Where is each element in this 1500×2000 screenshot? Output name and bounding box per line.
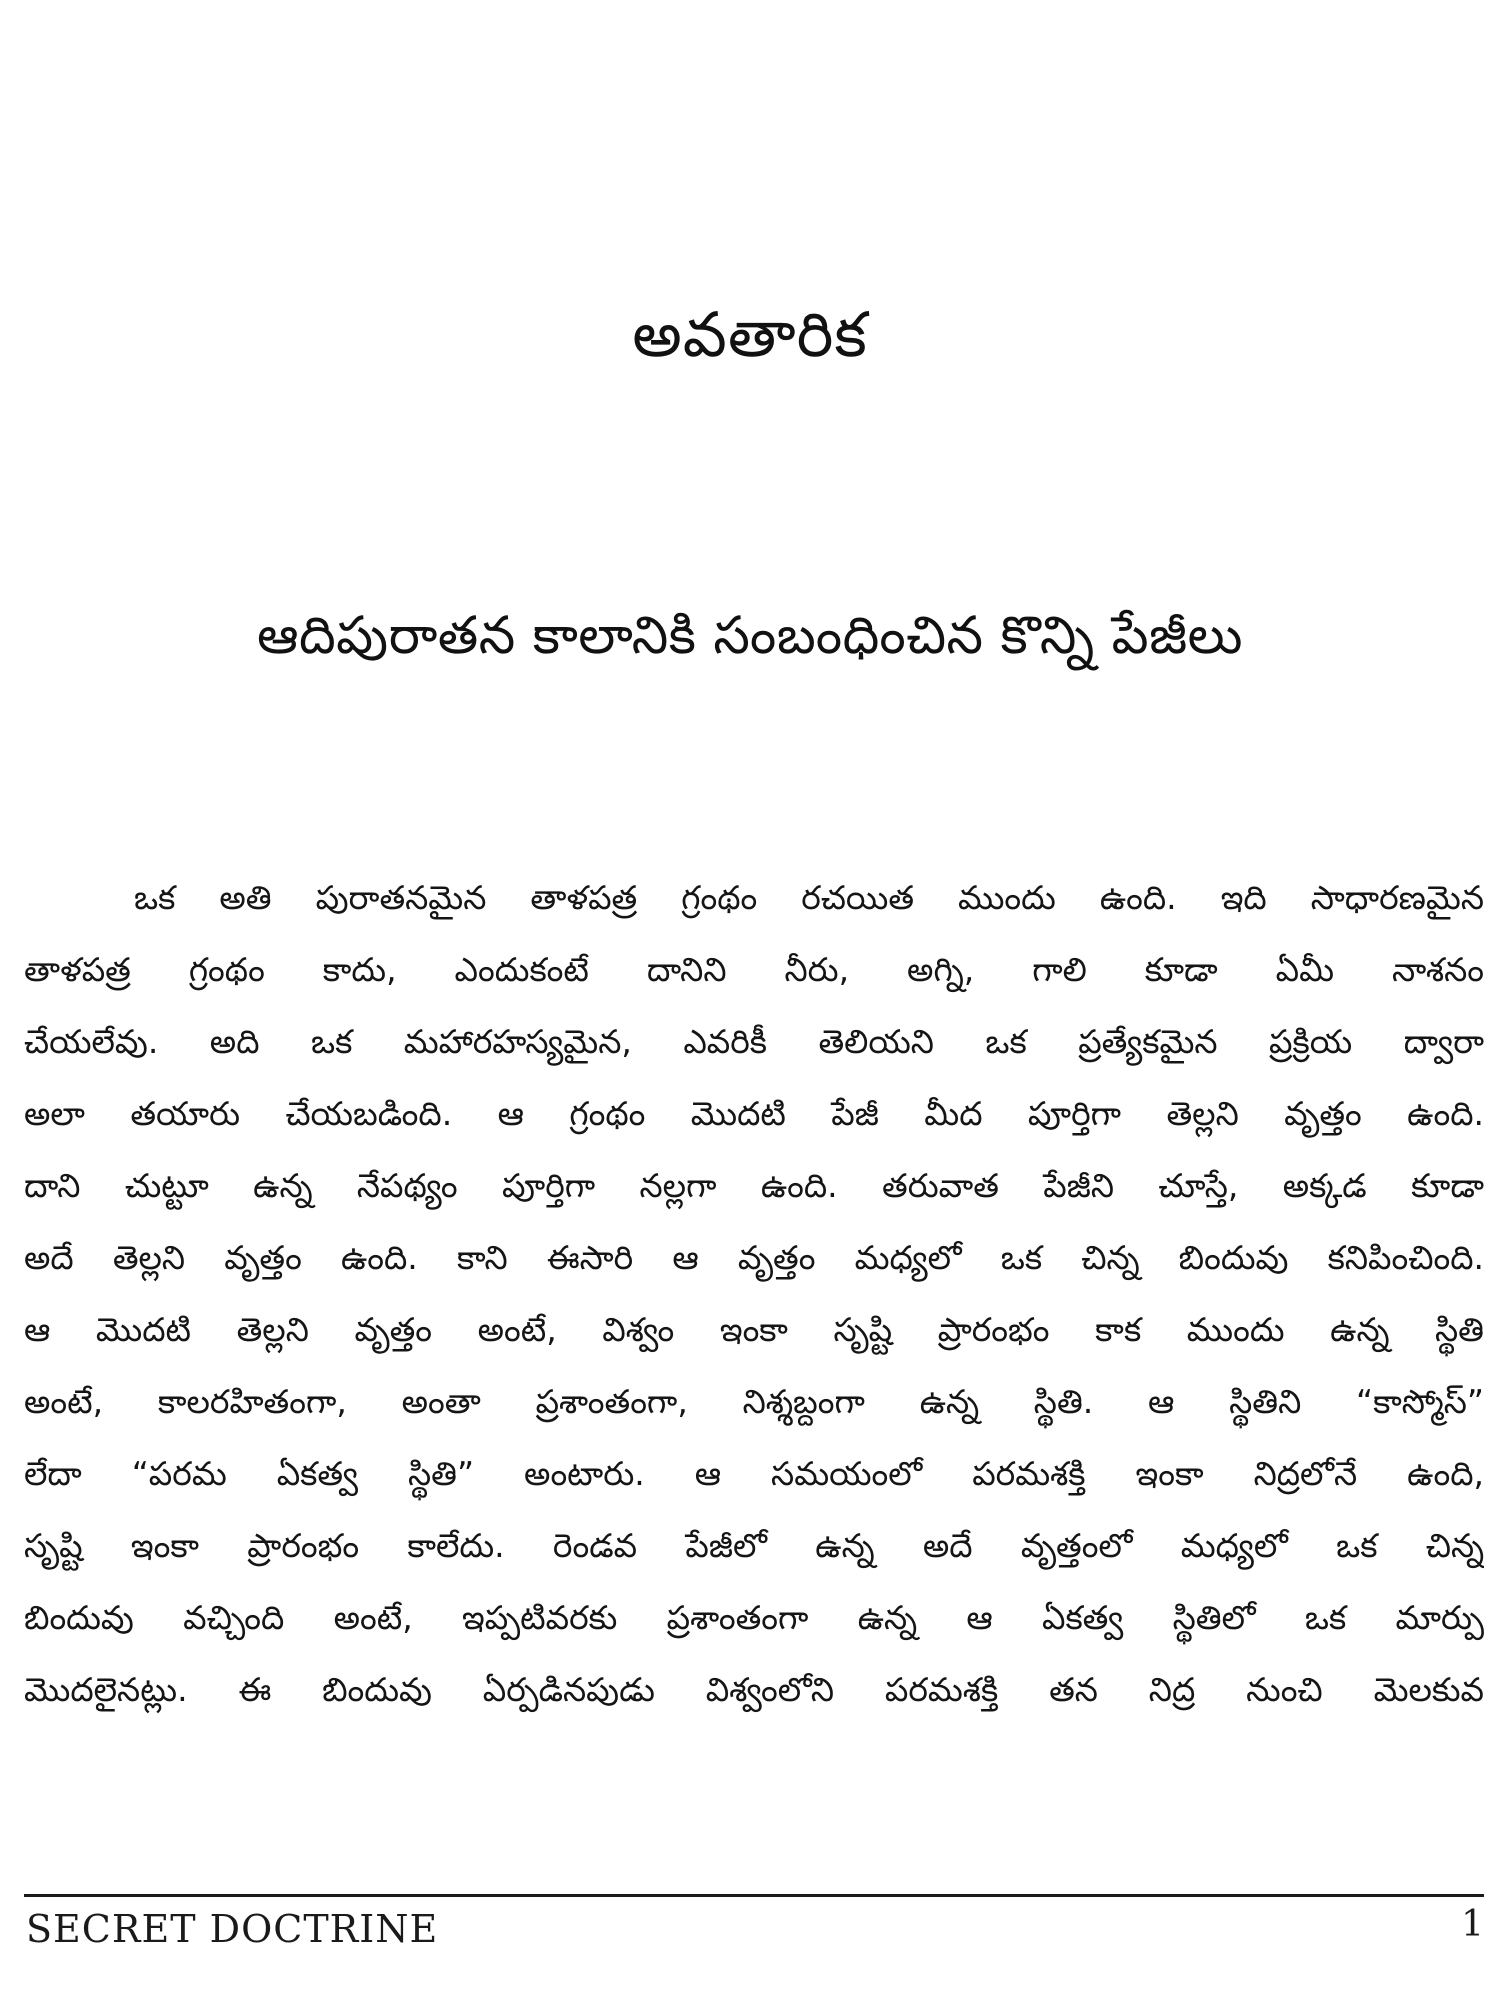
body-line: అదే తెల్లని వృత్తం ఉంది. కాని ఈసారి ఆ వృత్తం మధ్యలో ఒక చిన్న బిందువు కనిపించింది. bbox=[24, 1238, 1484, 1277]
body-line: ఆ మొదటి తెల్లని వృత్తం అంటే, విశ్వం ఇంకా సృష్టి ప్రారంభం కాక ముందు ఉన్న స్థితి bbox=[24, 1310, 1484, 1349]
chapter-subtitle: ఆదిపురాతన కాలానికి సంబంధించిన కొన్ని పేజీలు bbox=[256, 606, 1244, 666]
body-line: దాని చుట్టూ ఉన్న నేపథ్యం పూర్తిగా నల్లగా ఉంది. తరువాత పేజీని చూస్తే, అక్కడ కూడా bbox=[24, 1166, 1484, 1205]
page-number: 1 bbox=[1461, 1904, 1484, 1945]
body-line: బిందువు వచ్చింది అంటే, ఇప్పటివరకు ప్రశాంతంగా ఉన్న ఆ ఏకత్వ స్థితిలో ఒక మార్పు bbox=[24, 1598, 1484, 1637]
body-line: లేదా “పరమ ఏకత్వ స్థితి” అంటారు. ఆ సమయంలో పరమశక్తి ఇంకా నిద్రలోనే ఉంది, bbox=[24, 1454, 1484, 1493]
body-line: చేయలేవు. అది ఒక మహారహస్యమైన, ఎవరికీ తెలియని ఒక ప్రత్యేకమైన ప్రక్రియ ద్వారా bbox=[24, 1022, 1484, 1061]
body-line: సృష్టి ఇంకా ప్రారంభం కాలేదు. రెండవ పేజీలో ఉన్న అదే వృత్తంలో మధ్యలో ఒక చిన్న bbox=[24, 1526, 1484, 1565]
body-line: అంటే, కాలరహితంగా, అంతా ప్రశాంతంగా, నిశ్శబ్దంగా ఉన్న స్థితి. ఆ స్థితిని “కాస్మోస్” bbox=[24, 1382, 1484, 1421]
chapter-title: అవతారిక bbox=[632, 298, 868, 371]
body-line: అలా తయారు చేయబడింది. ఆ గ్రంథం మొదటి పేజీ మీద పూర్తిగా తెల్లని వృత్తం ఉంది. bbox=[24, 1094, 1484, 1133]
body-line: మొదలైనట్లు. ఈ బిందువు ఏర్పడినపుడు విశ్వంలోని పరమశక్తి తన నిద్ర నుంచి మెలకువ bbox=[24, 1670, 1484, 1709]
footer-divider bbox=[24, 1894, 1484, 1897]
footer-book-title: SECRET DOCTRINE bbox=[26, 1907, 439, 1951]
body-line: తాళపత్ర గ్రంథం కాదు, ఎందుకంటే దానిని నీరు, అగ్ని, గాలి కూడా ఏమీ నాశనం bbox=[24, 950, 1484, 989]
body-line: ఒక అతి పురాతనమైన తాళపత్ర గ్రంథం రచయిత ముందు ఉంది. ఇది సాధారణమైన bbox=[134, 878, 1484, 917]
body-paragraph bbox=[24, 862, 1484, 1726]
